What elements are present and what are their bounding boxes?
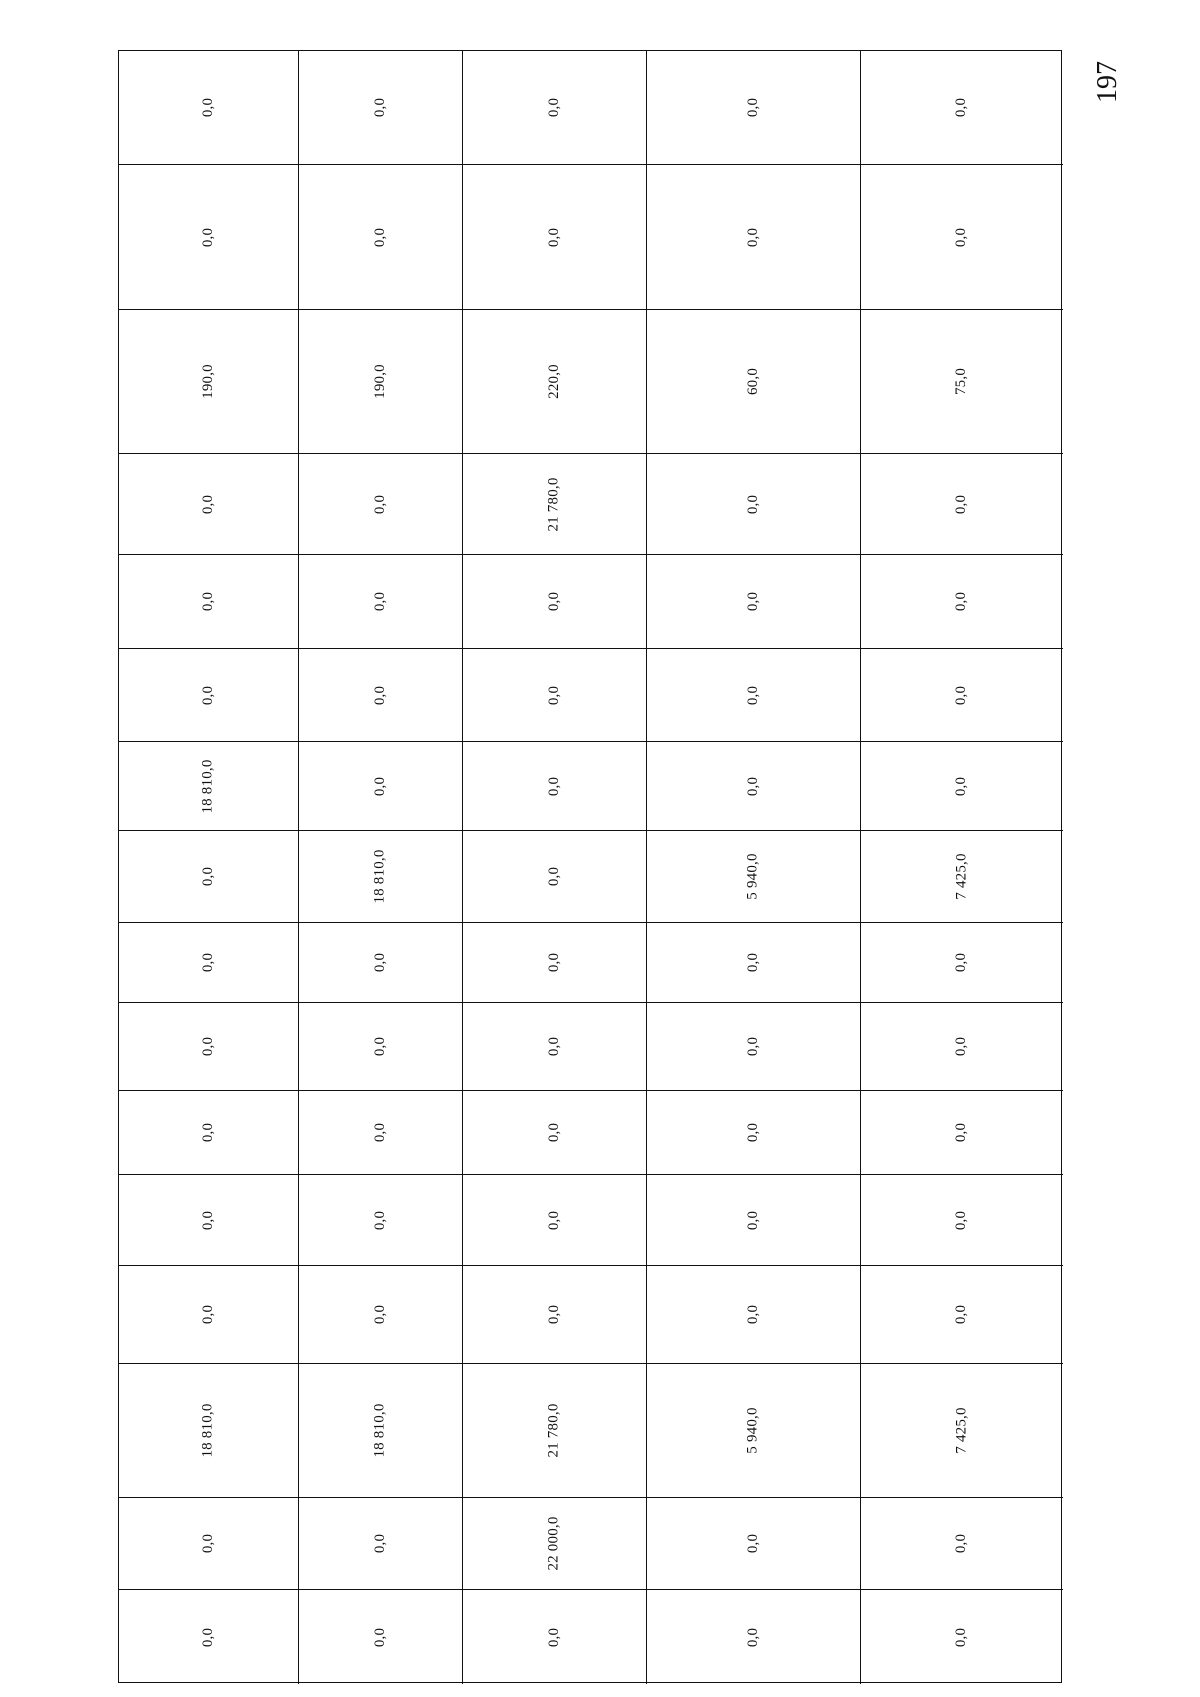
table-cell	[299, 51, 463, 165]
table-cell	[861, 51, 1063, 165]
cell-value: 0,0	[953, 591, 970, 612]
cell-value: 0,0	[199, 1304, 216, 1325]
table-cell	[463, 831, 647, 923]
table-cell	[647, 454, 861, 555]
table-cell	[647, 1364, 861, 1498]
table-cell	[299, 1364, 463, 1498]
table-cell	[861, 1266, 1063, 1364]
table-cell	[647, 923, 861, 1003]
cell-value: 0,0	[371, 1627, 388, 1647]
cell-value: 0,0	[953, 952, 970, 973]
table-cell	[299, 1590, 463, 1684]
table-cell	[119, 923, 299, 1003]
cell-value: 0,0	[744, 1122, 761, 1143]
table-cell	[119, 1175, 299, 1266]
cell-value: 0,0	[953, 776, 970, 796]
cell-value: 18 810,0	[371, 849, 388, 904]
cell-value: 0,0	[371, 685, 388, 705]
table-cell	[463, 649, 647, 742]
table-cell	[861, 831, 1063, 923]
table-cell	[299, 1498, 463, 1590]
cell-value: 0,0	[371, 97, 388, 118]
table-cell	[861, 1091, 1063, 1175]
cell-value: 0,0	[371, 1122, 388, 1143]
cell-value: 190,0	[372, 364, 388, 399]
table-cell	[647, 1590, 861, 1684]
table-cell	[119, 555, 299, 649]
cell-value: 0,0	[199, 1036, 216, 1057]
cell-value: 0,0	[744, 494, 761, 514]
cell-value: 0,0	[744, 1627, 761, 1647]
table-cell	[463, 1364, 647, 1498]
table-cell	[861, 555, 1063, 649]
cell-value: 0,0	[744, 1533, 761, 1554]
cell-value: 0,0	[199, 952, 216, 973]
cell-value: 0,0	[545, 591, 562, 612]
cell-value: 0,0	[744, 685, 761, 705]
table-cell	[463, 923, 647, 1003]
table-cell	[463, 555, 647, 649]
table-cell	[119, 51, 299, 165]
table-cell	[119, 454, 299, 555]
cell-value: 7 425,0	[953, 853, 970, 900]
cell-value: 0,0	[744, 776, 761, 796]
table-cell	[463, 310, 647, 454]
table-cell	[463, 1266, 647, 1364]
cell-value: 0,0	[953, 1533, 970, 1554]
table-cell	[119, 1590, 299, 1684]
cell-value: 0,0	[545, 1210, 562, 1230]
table-cell	[299, 831, 463, 923]
table-cell	[463, 454, 647, 555]
table-cell	[299, 923, 463, 1003]
cell-value: 0,0	[199, 227, 216, 247]
cell-value: 21 780,0	[545, 476, 562, 532]
table-cell	[299, 742, 463, 831]
cell-value: 0,0	[371, 494, 388, 514]
cell-value: 60,0	[745, 367, 761, 396]
table-cell	[647, 555, 861, 649]
table-cell	[119, 165, 299, 310]
table-cell	[299, 1003, 463, 1091]
cell-value: 0,0	[545, 1627, 562, 1647]
table-cell	[861, 1498, 1063, 1590]
cell-value: 220,0	[546, 364, 562, 399]
cell-value: 190,0	[200, 364, 216, 399]
table-cell	[463, 51, 647, 165]
cell-value: 0,0	[953, 97, 970, 118]
table-cell	[861, 649, 1063, 742]
cell-value: 0,0	[199, 97, 216, 118]
cell-value: 0,0	[545, 97, 562, 118]
cell-value: 0,0	[953, 227, 970, 247]
cell-value: 0,0	[744, 952, 761, 973]
cell-value: 0,0	[953, 1036, 970, 1057]
cell-value: 0,0	[953, 1122, 970, 1143]
table-cell	[119, 1498, 299, 1590]
table-cell	[647, 831, 861, 923]
cell-value: 7 425,0	[953, 1407, 970, 1454]
table-cell	[861, 1003, 1063, 1091]
cell-value: 21 780,0	[545, 1403, 562, 1458]
table-cell	[861, 454, 1063, 555]
cell-value: 0,0	[199, 1627, 216, 1647]
cell-value: 0,0	[371, 776, 388, 796]
table-cell	[463, 742, 647, 831]
table-cell	[861, 1364, 1063, 1498]
cell-value: 0,0	[545, 1036, 562, 1057]
table-cell	[647, 649, 861, 742]
table-cell	[647, 1266, 861, 1364]
table-cell	[299, 310, 463, 454]
cell-value: 18 810,0	[199, 758, 216, 814]
table-cell	[463, 1590, 647, 1684]
cell-value: 0,0	[371, 1304, 388, 1325]
table-cell	[299, 165, 463, 310]
table-cell	[299, 1091, 463, 1175]
cell-value: 75,0	[953, 367, 970, 396]
table-cell	[463, 1175, 647, 1266]
cell-value: 0,0	[199, 494, 216, 514]
cell-value: 0,0	[744, 1304, 761, 1325]
cell-value: 0,0	[545, 1122, 562, 1143]
cell-value: 0,0	[371, 952, 388, 973]
page-number: 197	[1092, 61, 1123, 103]
cell-value: 0,0	[744, 97, 761, 118]
cell-value: 18 810,0	[371, 1403, 388, 1458]
cell-value: 5 940,0	[745, 1407, 761, 1454]
table-cell	[647, 165, 861, 310]
cell-value: 0,0	[953, 1210, 970, 1230]
cell-value: 0,0	[545, 776, 562, 796]
table-cell	[119, 1003, 299, 1091]
cell-value: 0,0	[199, 1533, 216, 1554]
cell-value: 0,0	[545, 866, 562, 887]
table-cell	[463, 1091, 647, 1175]
table-cell	[861, 310, 1063, 454]
cell-value: 0,0	[199, 1122, 216, 1143]
table-cell	[647, 1003, 861, 1091]
cell-value: 0,0	[371, 591, 388, 612]
data-table	[118, 50, 1062, 1683]
table-cell	[463, 165, 647, 310]
table-cell	[119, 1266, 299, 1364]
table-cell	[119, 310, 299, 454]
table-cell	[119, 742, 299, 831]
table-cell	[119, 831, 299, 923]
table-cell	[861, 165, 1063, 310]
cell-value: 0,0	[545, 952, 562, 973]
table-cell	[647, 1498, 861, 1590]
table-cell	[861, 1590, 1063, 1684]
table-cell	[299, 555, 463, 649]
cell-value: 0,0	[744, 1210, 761, 1230]
cell-value: 0,0	[199, 1210, 216, 1230]
table-cell	[861, 1175, 1063, 1266]
cell-value: 0,0	[371, 1533, 388, 1554]
table-cell	[463, 1003, 647, 1091]
table-cell	[463, 1498, 647, 1590]
cell-value: 0,0	[545, 1304, 562, 1325]
cell-value: 0,0	[199, 591, 216, 612]
cell-value: 0,0	[744, 227, 761, 247]
table-cell	[119, 1364, 299, 1498]
cell-value: 0,0	[371, 227, 388, 247]
cell-value: 0,0	[953, 494, 970, 514]
cell-value: 18 810,0	[199, 1403, 216, 1458]
table-cell	[299, 454, 463, 555]
cell-value: 0,0	[744, 591, 761, 612]
table-cell	[861, 742, 1063, 831]
table-cell	[119, 1091, 299, 1175]
cell-value: 0,0	[953, 685, 970, 705]
cell-value: 22 000,0	[545, 1516, 562, 1571]
table-cell	[647, 51, 861, 165]
cell-value: 0,0	[545, 227, 562, 247]
cell-value: 0,0	[199, 685, 216, 705]
table-cell	[299, 1266, 463, 1364]
cell-value: 5 940,0	[745, 853, 761, 900]
table-cell	[647, 310, 861, 454]
cell-value: 0,0	[199, 866, 216, 887]
table-cell	[299, 649, 463, 742]
cell-value: 0,0	[953, 1304, 970, 1325]
cell-value: 0,0	[953, 1627, 970, 1647]
cell-value: 0,0	[371, 1210, 388, 1230]
table-cell	[119, 649, 299, 742]
table-cell	[647, 1091, 861, 1175]
cell-value: 0,0	[371, 1036, 388, 1057]
cell-value: 0,0	[744, 1036, 761, 1057]
table-cell	[647, 1175, 861, 1266]
table-cell	[861, 923, 1063, 1003]
table-cell	[647, 742, 861, 831]
table-cell	[299, 1175, 463, 1266]
cell-value: 0,0	[545, 685, 562, 705]
